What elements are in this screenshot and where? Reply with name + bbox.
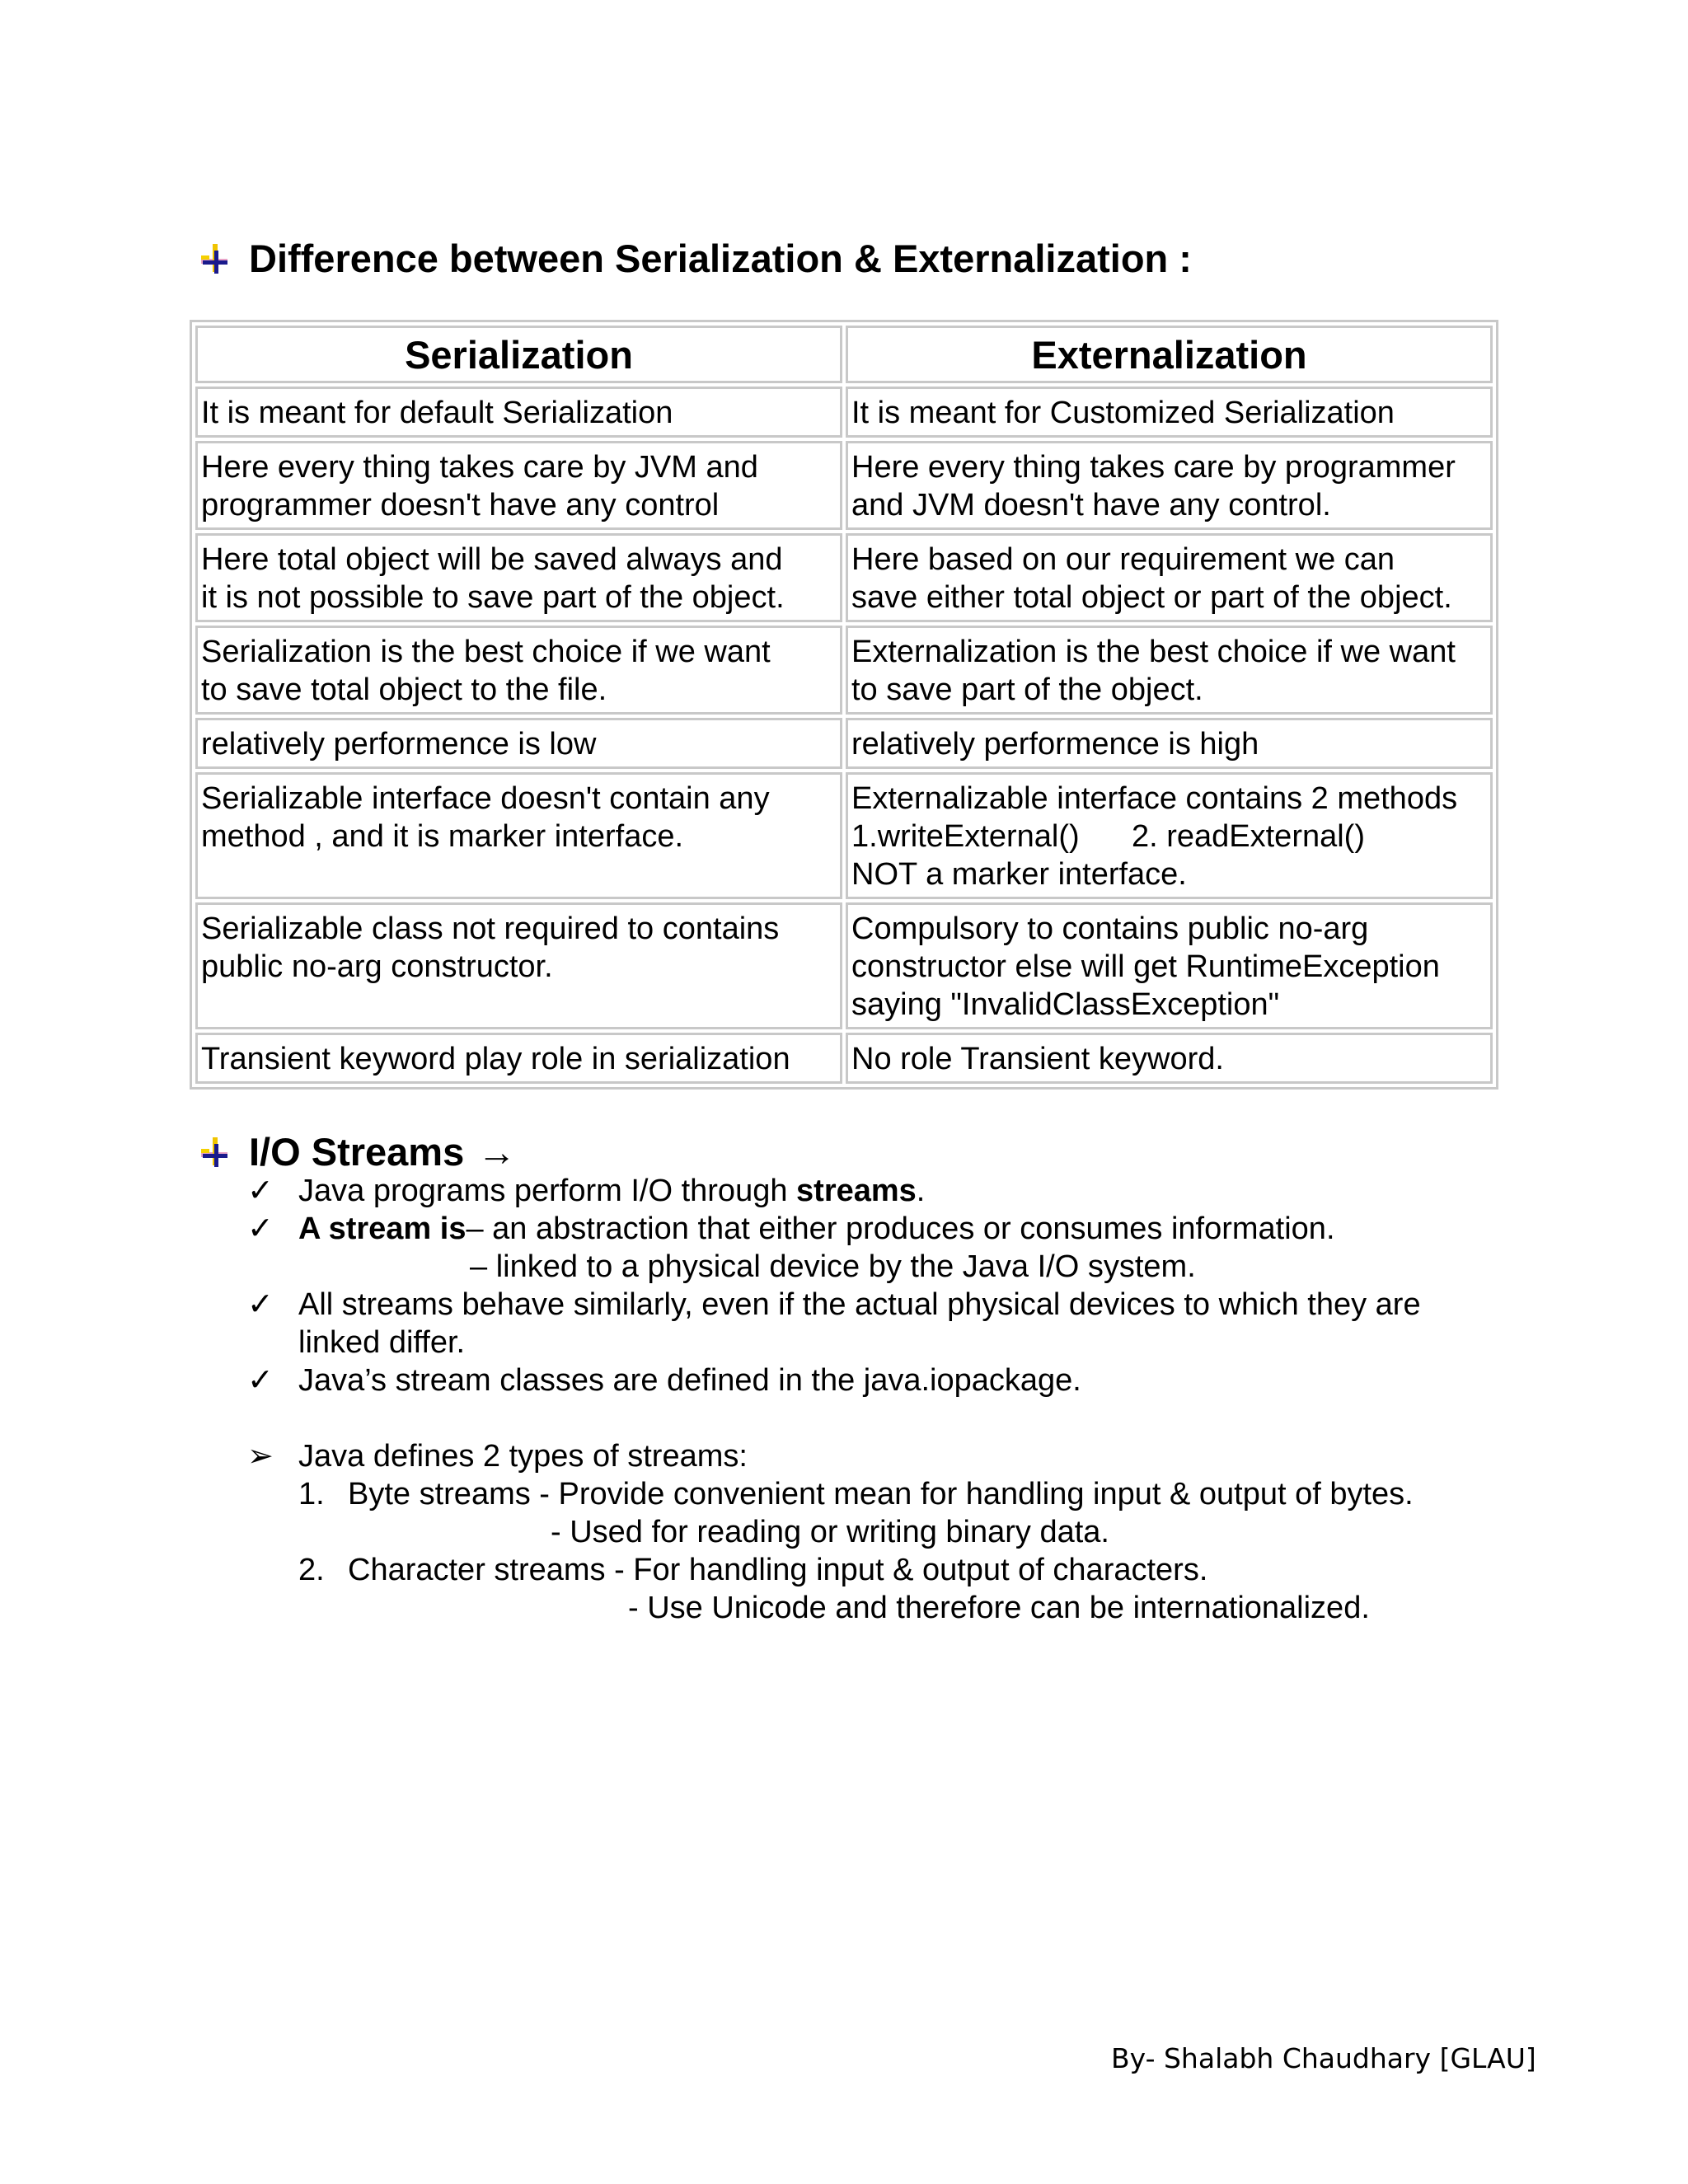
table-cell xyxy=(195,902,842,1029)
cell-text: Serialization is the best choice if we want xyxy=(201,635,771,669)
cell-text: It is meant for default Serialization xyxy=(201,396,673,430)
table-row xyxy=(195,718,1493,769)
item-text: All streams behave similarly, even if the actual physical devices to which they are linked differ. xyxy=(298,1287,1421,1360)
table-row xyxy=(195,533,1493,622)
cell-text: relatively performence is high xyxy=(851,727,1259,762)
section-title: Difference between Serialization & Externalization : xyxy=(249,237,1192,280)
column-header: Externalization xyxy=(846,326,1493,383)
table-cell xyxy=(846,1033,1493,1084)
table-cell xyxy=(195,772,842,899)
arrow-bullet-icon: ➢ xyxy=(247,1439,274,1474)
bullet-cross-icon xyxy=(198,242,231,275)
numbered-item xyxy=(247,1551,1533,1627)
item-text: Java’s stream classes are defined in the java.iopackage. xyxy=(298,1363,1081,1398)
cell-text: 1.writeExternal() 2. readExternal() xyxy=(851,819,1365,854)
check-icon: ✓ xyxy=(247,1287,274,1322)
cell-text: Serializable class not required to contains xyxy=(201,912,780,946)
item-bold-text: A stream is xyxy=(298,1212,467,1246)
numbered-item xyxy=(247,1475,1533,1551)
table-cell xyxy=(846,387,1493,438)
table-row xyxy=(195,441,1493,530)
section-heading-io-streams xyxy=(198,1129,516,1174)
column-header: Serialization xyxy=(195,326,842,383)
check-icon: ✓ xyxy=(247,1174,274,1208)
cell-text: It is meant for Customized Serialization xyxy=(851,396,1395,430)
list-item xyxy=(247,1172,1533,1210)
table-cell xyxy=(195,718,842,769)
table-cell xyxy=(846,772,1493,899)
item-text: - Used for reading or writing binary data. xyxy=(551,1515,1109,1549)
table-cell xyxy=(846,533,1493,622)
table-row xyxy=(195,1033,1493,1084)
footer-credit: By- Shalabh Chaudhary [GLAU] xyxy=(1111,2042,1536,2074)
item-text: Character streams - For handling input & output of characters. xyxy=(348,1553,1208,1587)
list-item xyxy=(247,1361,1533,1399)
section-title: I/O Streams xyxy=(249,1130,465,1174)
cell-text: No role Transient keyword. xyxy=(851,1042,1224,1076)
cell-text: public no-arg constructor. xyxy=(201,949,553,984)
cell-text: Here every thing takes care by programmer xyxy=(851,450,1456,485)
table-row xyxy=(195,626,1493,715)
cell-text: Here based on our requirement we can xyxy=(851,542,1395,577)
table-cell xyxy=(846,718,1493,769)
io-streams-list xyxy=(247,1172,1533,1627)
table-cell xyxy=(195,1033,842,1084)
table-cell xyxy=(846,441,1493,530)
cell-text: Externalizable interface contains 2 methods xyxy=(851,781,1458,816)
cell-text: saying "InvalidClassException" xyxy=(851,987,1280,1022)
cell-text: to save part of the object. xyxy=(851,673,1203,707)
table-cell xyxy=(195,626,842,715)
item-text: Byte streams - Provide convenient mean for handling input & output of bytes. xyxy=(348,1477,1414,1511)
table-cell xyxy=(195,441,842,530)
cell-text: relatively performence is low xyxy=(201,727,597,762)
table-cell xyxy=(846,902,1493,1029)
section-heading-difference xyxy=(198,236,1192,281)
cell-text: constructor else will get RuntimeException xyxy=(851,949,1440,984)
table-row xyxy=(195,772,1493,899)
bullet-cross-icon xyxy=(198,1136,231,1169)
right-arrow-icon: → xyxy=(477,1130,517,1174)
cell-text: Here every thing takes care by JVM and xyxy=(201,450,758,485)
table-header-row xyxy=(195,326,1493,383)
table-cell xyxy=(846,626,1493,715)
cell-text: it is not possible to save part of the object. xyxy=(201,580,785,615)
comparison-table xyxy=(190,320,1498,1090)
item-text: – an abstraction that either produces or consumes information. xyxy=(466,1212,1335,1246)
list-item xyxy=(247,1286,1533,1361)
check-icon: ✓ xyxy=(247,1212,274,1246)
cell-text: to save total object to the file. xyxy=(201,673,607,707)
cell-text: Transient keyword play role in serialization xyxy=(201,1042,790,1076)
item-bold-text: streams xyxy=(796,1174,917,1208)
table-row xyxy=(195,387,1493,438)
item-number: 2. xyxy=(298,1553,325,1587)
check-icon: ✓ xyxy=(247,1363,274,1398)
item-number: 1. xyxy=(298,1477,325,1511)
cell-text: programmer doesn't have any control xyxy=(201,488,720,523)
item-text: – linked to a physical device by the Java I/O system. xyxy=(470,1249,1196,1284)
cell-text: Serializable interface doesn't contain any xyxy=(201,781,770,816)
item-text: - Use Unicode and therefore can be internationalized. xyxy=(628,1591,1370,1625)
cell-text: NOT a marker interface. xyxy=(851,857,1187,892)
item-text: . xyxy=(916,1174,926,1208)
table-cell xyxy=(195,387,842,438)
cell-text: method , and it is marker interface. xyxy=(201,819,684,854)
item-text: Java programs perform I/O through xyxy=(298,1174,797,1208)
table-row xyxy=(195,902,1493,1029)
cell-text: save either total object or part of the object. xyxy=(851,580,1452,615)
table-cell xyxy=(195,533,842,622)
list-item xyxy=(247,1437,1533,1475)
cell-text: Externalization is the best choice if we want xyxy=(851,635,1456,669)
cell-text: Here total object will be saved always and xyxy=(201,542,783,577)
list-item xyxy=(247,1210,1533,1286)
cell-text: and JVM doesn't have any control. xyxy=(851,488,1331,523)
cell-text: Compulsory to contains public no-arg xyxy=(851,912,1369,946)
item-text: Java defines 2 types of streams: xyxy=(298,1439,748,1474)
